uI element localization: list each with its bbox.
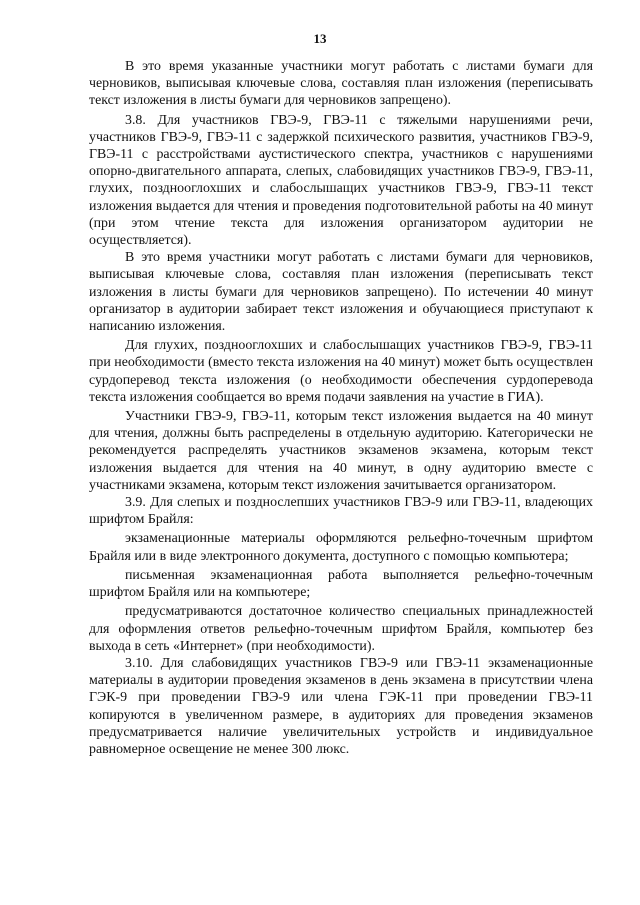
list-item: экзаменационные материалы оформляются рельефно-точечным шрифтом Брайля или в виде электронного документа, доступного с помощью компьютера;: [89, 531, 593, 564]
paragraph-3-8: 3.8. Для участников ГВЭ-9, ГВЭ-11 с тяжелыми нарушениями речи, участников ГВЭ-9, ГВЭ-11 с задержкой психического развития, участников ГВЭ-9, ГВЭ-11 с расстройствами аустистического спектра, участников с нарушениями опорно-двигательного аппарата, слепых, слабовидящих участников ГВЭ-9, ГВЭ-11, глухих, позднооглохших и слабослышащих участников ГВЭ-9, ГВЭ-11 текст изложения выдается для чтения и проведения подготовительной работы на 40 минут (при этом чтение текста для изложения организатором аудитории не осуществляется).: [89, 112, 593, 249]
paragraph: Участники ГВЭ-9, ГВЭ-11, которым текст изложения выдается на 40 минут для чтения, должны быть распределены в отдельную аудиторию. Категорически не рекомендуется распределять участников экзаменов экзамена, которым текст изложения выдается для чтения на 40 минут, в одну аудиторию вместе с участниками экзамена, которым текст изложения зачитывается организатором.: [89, 409, 593, 493]
list-item: письменная экзаменационная работа выполняется рельефно-точечным шрифтом Брайля или на компьютере;: [89, 567, 593, 601]
paragraph-3-10: 3.10. Для слабовидящих участников ГВЭ-9 или ГВЭ-11 экзаменационные материалы в аудитории проведения экзаменов в день экзамена в присутствии члена ГЭК-9 при проведении ГВЭ-9 или члена ГЭК-11 при проведении ГВЭ-11 копируются в увеличенном размере, в аудиториях для проведения экзаменов предусматривается наличие увеличительных устройств и индивидуальное равномерное освещение не менее 300 люкс.: [89, 655, 593, 757]
list-item: предусматриваются достаточное количество специальных принадлежностей для оформления ответов рельефно-точечным шрифтом Брайля, компьютер без выхода в сеть «Интернет» (при необходимости).: [89, 604, 593, 654]
document-body: [89, 58, 593, 758]
paragraph-3-9: 3.9. Для слепых и позднослепших участников ГВЭ-9 или ГВЭ-11, владеющих шрифтом Брайля:: [89, 495, 593, 528]
page-number: 13: [313, 31, 327, 46]
paragraph: Для глухих, позднооглохших и слабослышащих участников ГВЭ-9, ГВЭ-11 при необходимости (вместо текста изложения на 40 минут) может быть осуществлен сурдоперевод текста изложения (о необходимости обеспечения сурдоперевода текста изложения сообщается во время подачи заявления на участие в ГИА).: [89, 338, 593, 405]
paragraph: В это время участники могут работать с листами бумаги для черновиков, выписывая ключевые слова, составляя план изложения (переписывать текст изложения в листы бумаги для черновиков запрещено). По истечении 40 минут организатор в аудитории забирает текст изложения и обучающиеся приступают к написанию изложения.: [89, 250, 593, 335]
paragraph: В это время указанные участники могут работать с листами бумаги для черновиков, выписывая ключевые слова, составляя план изложения (переписывать текст изложения в листы бумаги для черновиков запрещено).: [89, 59, 593, 109]
